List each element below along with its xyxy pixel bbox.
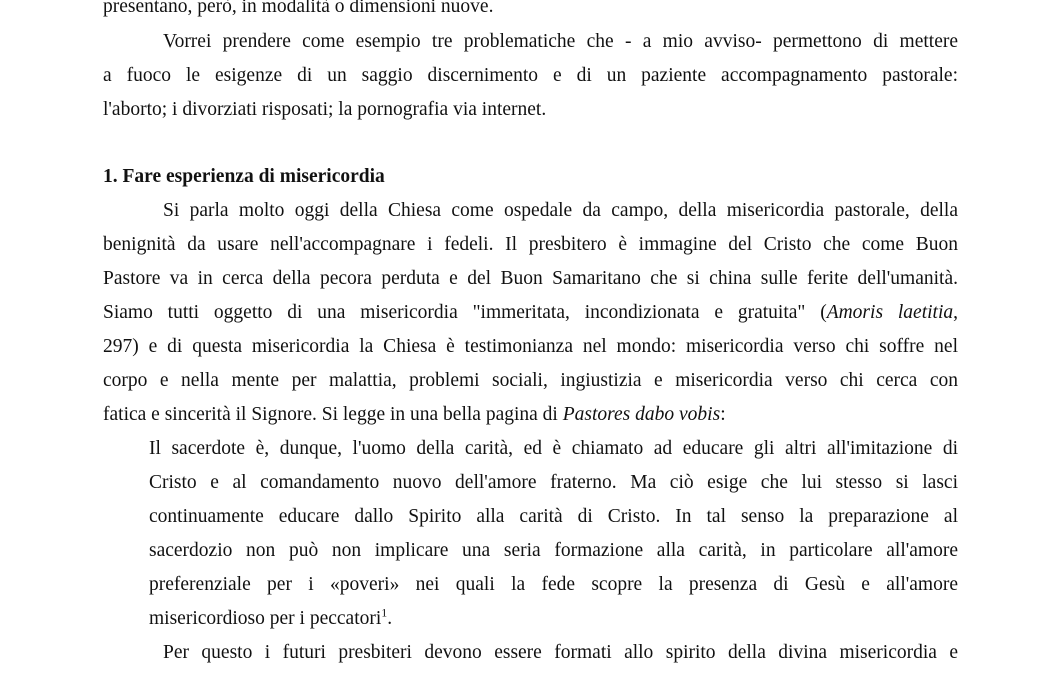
paragraph-line: 297) e di questa misericordia la Chiesa è testimonianza nel mondo: misericordia verso chi soffre nel <box>103 336 958 357</box>
paragraph-line: a fuoco le esigenze di un saggio discernimento e di un paziente accompagnamento pastorale: <box>103 65 958 86</box>
paragraph-line: Vorrei prendere come esempio tre problematiche che - a mio avviso- permettono di mettere <box>163 31 958 52</box>
quote-line: preferenziale per i «poveri» nei quali la fede scopre la presenza di Gesù e all'amore <box>149 574 958 595</box>
text-run: Siamo tutti oggetto di una misericordia "immeritata, incondizionata e gratuita" ( <box>103 302 827 323</box>
text-run: misericordioso per i peccatori <box>149 608 382 629</box>
paragraph-line: corpo e nella mente per malattia, problemi sociali, ingiustizia e misericordia verso chi cerca con <box>103 370 958 391</box>
paragraph-line: presentano, però, in modalità o dimensioni nuove. <box>103 0 494 17</box>
paragraph-line: l'aborto; i divorziati risposati; la pornografia via internet. <box>103 99 547 120</box>
quote-line: continuamente educare dallo Spirito alla carità di Cristo. In tal senso la preparazione al <box>149 506 958 527</box>
paragraph-line: benignità da usare nell'accompagnare i fedeli. Il presbitero è immagine del Cristo che come Buon <box>103 234 958 255</box>
work-title: Pastores dabo vobis <box>562 404 721 425</box>
quote-line: sacerdozio non può non implicare una seria formazione alla carità, in particolare all'amore <box>149 540 958 561</box>
paragraph-line <box>103 404 958 426</box>
footnote-marker[interactable]: 1 <box>381 605 388 620</box>
quote-line: Cristo e al comandamento nuovo dell'amore fraterno. Ma ciò esige che lui stesso si lasci <box>149 472 958 493</box>
quote-line: Il sacerdote è, dunque, l'uomo della carità, ed è chiamato ad educare gli altri all'imitazione di <box>149 438 958 459</box>
paragraph-line: Per questo i futuri presbiteri devono essere formati allo spirito della divina misericordia e <box>163 642 958 663</box>
text-run: fatica e sincerità il Signore. Si legge in una bella pagina di <box>103 404 563 425</box>
quote-line <box>149 605 958 630</box>
text-run: . <box>387 608 393 629</box>
paragraph-line: Pastore va in cerca della pecora perduta e del Buon Samaritano che si china sulle ferite dell'umanità. <box>103 268 958 289</box>
paragraph-line: Si parla molto oggi della Chiesa come ospedale da campo, della misericordia pastorale, della <box>163 200 958 221</box>
text-run: , <box>953 302 958 323</box>
section-heading: 1. Fare esperienza di misericordia <box>103 166 385 187</box>
text-run: : <box>720 404 726 425</box>
paragraph-line <box>103 302 958 324</box>
work-title: Amoris laetitia <box>826 302 954 323</box>
